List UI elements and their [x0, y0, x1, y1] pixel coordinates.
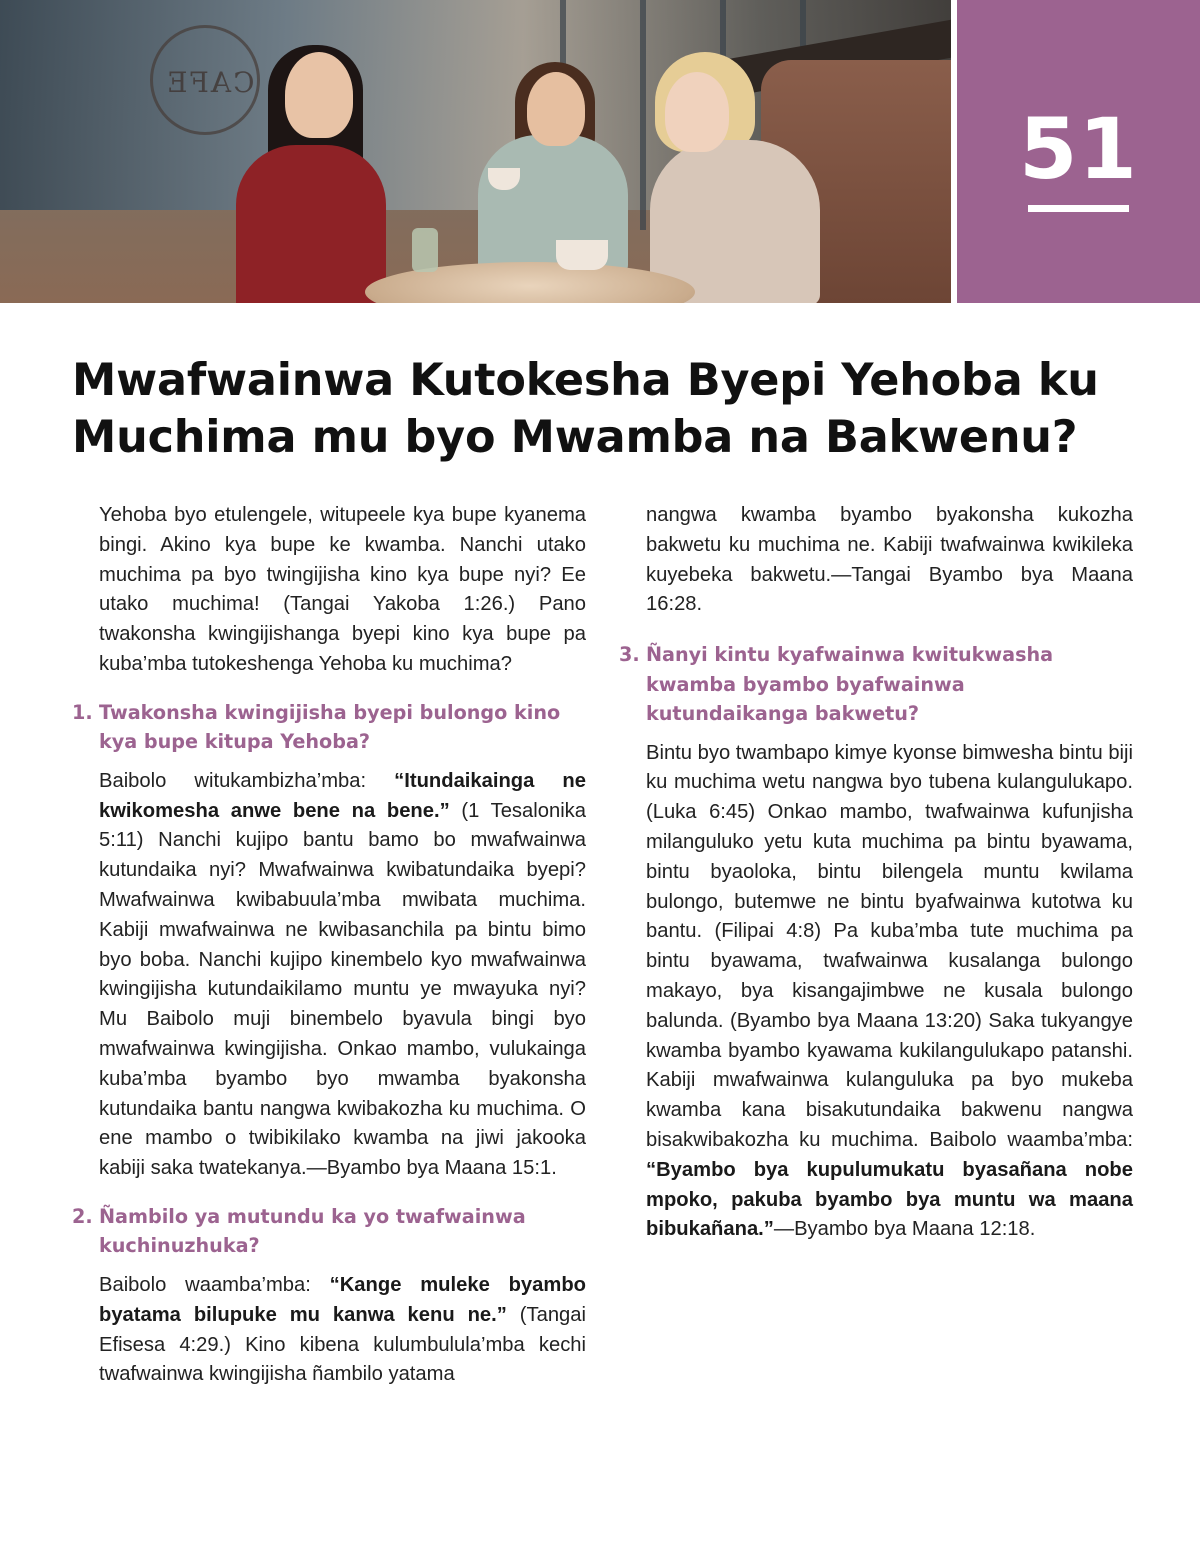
- woman-middle-face: [527, 72, 585, 146]
- woman-left-face: [285, 52, 353, 138]
- answer-2-body: (Tangai Efisesa 4:29.) Kino kibena kulumbulula’mba kechi twafwainwa kwingijisha ñambilo yatama: [99, 1303, 586, 1386]
- question-3-text: Ñanyi kintu kyafwainwa kwitukwasha kwamba byambo byafwainwa kutundaikanga bakwetu?: [646, 643, 1054, 726]
- answer-1-lead: Baibolo witukambizha’mba:: [99, 769, 395, 792]
- right-column: [619, 501, 1133, 1245]
- scaffold-bar: [640, 0, 646, 230]
- answer-1-paragraph: [72, 767, 586, 1184]
- question-2: [72, 1202, 586, 1261]
- header-photo: [0, 0, 951, 303]
- answer-2-paragraph: [72, 1271, 586, 1390]
- woman-right-face: [665, 72, 729, 152]
- question-2-text: Ñambilo ya mutundu ka yo twafwainwa kuchinuzhuka?: [99, 1204, 526, 1258]
- woman-left-body: [236, 145, 386, 303]
- answer-1-body: (1 Tesalonika 5:11) Nanchi kujipo bantu bamo bo mwafwainwa kutundaika nyi? Mwafwainwa kwibatundaika byepi? Mwafwainwa kwibabuula’mba mwibata muchima. Kabiji mwafwainwa ne kwibasanchila pa bintu bimo byo boba. Nanchi kujipo kinembelo kyo mwafwainwa kwingijisha kutundaikilamo muntu ye mwayuka nyi? Mu Baibolo muji binembelo byavula bingi byo mwafwainwa kwingijisha. Onkao mambo, vulukainga kuba’mba byambo byo mwamba byakonsha kutundaika bantu nangwa kwibakozha ku muchima. O ene mambo o twibikilako kwamba na jiwi jakooka kabiji saka twatekanya.—Byambo bya Maana 15:1.: [99, 799, 586, 1180]
- question-3: [619, 640, 1133, 729]
- answer-3-body: —Byambo bya Maana 12:18.: [773, 1218, 1036, 1241]
- answer-2-continuation: nangwa kwamba byambo byakonsha kukozha bakwetu ku muchima ne. Kabiji twafwainwa kwikileka kuyebeka bakwetu.—Tangai Byambo bya Maana 16:28.: [646, 504, 1133, 616]
- intro-paragraph: Yehoba byo etulengele, witupeele kya bupe kyanema bingi. Akino kya bupe ke kwamba. Nanchi utako muchima pa byo twingijisha kino kya bupe nyi? Ee utako muchima! (Tangai Yakoba 1:26.) Pano twakonsha kwingijishanga byepi kino kya bupe pa kuba’mba tutokeshenga Yehoba ku muchima?: [99, 504, 586, 675]
- question-1-text: Twakonsha kwingijisha byepi bulongo kino kya bupe kitupa Yehoba?: [99, 700, 561, 754]
- answer-2-scripture-quote: “Kange muleke byambo byatama bilupuke mu kanwa kenu ne.”: [99, 1273, 586, 1326]
- answer-3-scripture-quote: “Byambo bya kupulumukatu byasañana nobe mpoko, pakuba byambo bya muntu wa maana bibukañana.”: [646, 1158, 1133, 1241]
- answer-3-lead: Bintu byo twambapo kimye kyonse bimwesha bintu biji ku muchima wetu nangwa byo tubena kulangulukapo. (Luka 6:45) Onkao mambo, twafwainwa kufunjisha milanguluko yetu kuta muchima pa bintu byawama, bintu byaoloka, bintu bilengela muntu kwilama bulongo, butemwe ne bintu byafwainwa kutotwa ku bantu. (Filipai 4:8) Pa kuba’mba tute muchima pa bintu byawama, twafwainwa kusalanga bulongo makayo, bya kisangajimbwe ne kusala bulongo balunda. (Byambo bya Maana 13:20) Saka tukyangye kwamba byambo kyawama kukilangulukapo patanshi. Kabiji mwafwainwa kulanguluka pa byo mukeba kwamba kana bisakutundaika bakwenu nangwa bisakwibakozha ku muchima. Baibolo waamba’mba:: [646, 741, 1133, 1152]
- answer-2-lead: Baibolo waamba’mba:: [99, 1273, 330, 1296]
- question-2-number: 2.: [72, 1204, 93, 1228]
- question-1: [72, 698, 586, 757]
- coffee-cup: [556, 240, 608, 270]
- page-title: Mwafwainwa Kutokesha Byepi Yehoba ku Muchima mu byo Mwamba na Bakwenu?: [72, 355, 1099, 463]
- lesson-number-badge: [957, 0, 1200, 303]
- glass-jar: [412, 228, 438, 272]
- left-column: [72, 501, 586, 1390]
- answer-3-paragraph: [619, 739, 1133, 1246]
- question-3-number: 3.: [619, 643, 640, 667]
- lesson-number: 51: [1019, 100, 1138, 198]
- lesson-number-underline: [1028, 205, 1129, 212]
- cafe-sign: [150, 25, 260, 135]
- answer-1-scripture-quote: “Itundaikainga ne kwikomesha anwe bene na bene.”: [99, 769, 586, 822]
- cafe-sign-text: CAFE: [165, 66, 255, 99]
- question-1-number: 1.: [72, 700, 93, 724]
